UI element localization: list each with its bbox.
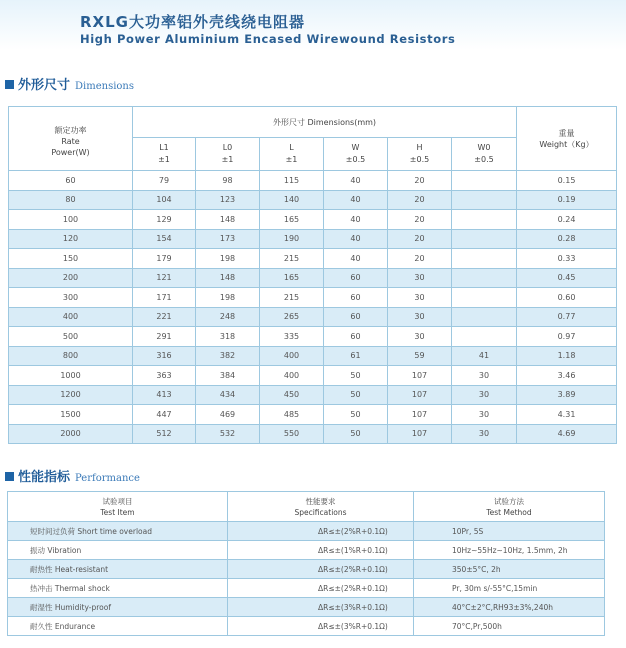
table-cell: ΔR≤±(2%R+0.1Ω) (228, 579, 414, 598)
dim-col-header (388, 138, 452, 171)
table-cell: 30 (388, 268, 452, 288)
header-banner (0, 0, 626, 50)
table-cell: 60 (324, 288, 388, 308)
table-cell: 0.19 (517, 190, 617, 210)
table-row (9, 366, 617, 386)
performance-heading-en: Performance (75, 473, 140, 484)
table-cell: 0.45 (517, 268, 617, 288)
table-cell: 335 (260, 327, 324, 347)
table-cell: 50 (324, 424, 388, 444)
table-cell: 400 (260, 366, 324, 386)
table-cell: 30 (452, 366, 517, 386)
table-cell: 300 (9, 288, 133, 308)
table-cell (452, 210, 517, 230)
table-row (9, 268, 617, 288)
table-row (9, 346, 617, 366)
dim-col-name: L (289, 143, 294, 152)
table-cell: 20 (388, 190, 452, 210)
table-cell: 115 (260, 171, 324, 191)
table-cell: 50 (324, 366, 388, 386)
test-method-header-cn: 试验方法 (494, 496, 524, 506)
dim-col-header (324, 138, 388, 171)
table-cell: 2000 (9, 424, 133, 444)
table-cell: 107 (388, 385, 452, 405)
rate-header-cn: 额定功率 (54, 126, 87, 135)
table-cell: 30 (452, 405, 517, 425)
table-cell: 121 (133, 268, 196, 288)
table-cell: 10Pr, 5S (414, 522, 605, 541)
table-cell: 248 (196, 307, 260, 327)
table-cell: 振动 Vibration (8, 541, 228, 560)
table-row (9, 424, 617, 444)
table-cell: 400 (9, 307, 133, 327)
performance-heading-cn: 性能指标 (18, 470, 71, 485)
table-cell: 80 (9, 190, 133, 210)
table-cell: 20 (388, 229, 452, 249)
table-cell: 434 (196, 385, 260, 405)
weight-header-cn: 重量 (558, 128, 575, 138)
table-cell: 198 (196, 288, 260, 308)
table-cell: 400 (260, 346, 324, 366)
table-cell (452, 288, 517, 308)
table-cell: 179 (133, 249, 196, 269)
table-cell: 173 (196, 229, 260, 249)
table-cell: 0.28 (517, 229, 617, 249)
table-cell: 3.89 (517, 385, 617, 405)
table-cell: 140 (260, 190, 324, 210)
table-cell: 190 (260, 229, 324, 249)
table-cell: 70°C,Pr,500h (414, 617, 605, 636)
dim-col-name: L1 (159, 143, 169, 152)
table-cell: 107 (388, 366, 452, 386)
rate-header-en2: Power(W) (51, 148, 90, 157)
table-cell: 148 (196, 210, 260, 230)
specifications-header-en: Specifications (294, 507, 347, 517)
table-cell: 150 (9, 249, 133, 269)
table-cell: 耐久性 Endurance (8, 617, 228, 636)
table-cell (452, 249, 517, 269)
table-cell: 0.15 (517, 171, 617, 191)
table-cell: Pr, 30m s/-55°C,15min (414, 579, 605, 598)
table-cell: 30 (452, 385, 517, 405)
table-cell: ΔR≤±(3%R+0.1Ω) (228, 598, 414, 617)
test-item-header (8, 492, 228, 522)
specifications-header (228, 492, 414, 522)
table-cell: 耐湿性 Humidity-proof (8, 598, 228, 617)
table-cell: 215 (260, 249, 324, 269)
table-cell: 107 (388, 424, 452, 444)
dim-col-header (133, 138, 196, 171)
table-cell: ΔR≤±(3%R+0.1Ω) (228, 617, 414, 636)
dim-col-tolerance: ±1 (221, 155, 234, 164)
table-cell: 1200 (9, 385, 133, 405)
table-cell: 200 (9, 268, 133, 288)
table-cell: 3.46 (517, 366, 617, 386)
table-cell: 500 (9, 327, 133, 347)
dim-col-name: L0 (222, 143, 233, 152)
table-cell: 60 (324, 327, 388, 347)
table-cell: 50 (324, 405, 388, 425)
dim-col-name: W0 (477, 143, 491, 152)
dim-col-name: W (351, 143, 360, 152)
table-cell: 532 (196, 424, 260, 444)
table-cell: 384 (196, 366, 260, 386)
table-cell: 热冲击 Thermal shock (8, 579, 228, 598)
table-cell (452, 327, 517, 347)
test-item-header-en: Test Item (100, 507, 135, 517)
weight-header-en: Weight（Kg） (539, 139, 594, 149)
dimensions-heading (5, 74, 134, 93)
table-row (9, 288, 617, 308)
table-cell: 59 (388, 346, 452, 366)
table-cell: 148 (196, 268, 260, 288)
table-cell: 短时间过负荷 Short time overload (8, 522, 228, 541)
dim-col-tolerance: ±1 (285, 155, 298, 164)
table-cell: 30 (388, 327, 452, 347)
table-cell: 0.77 (517, 307, 617, 327)
table-cell (452, 190, 517, 210)
table-cell: 1500 (9, 405, 133, 425)
table-cell (452, 171, 517, 191)
performance-heading (5, 466, 140, 485)
table-cell: 154 (133, 229, 196, 249)
test-method-header (414, 492, 605, 522)
table-cell: 50 (324, 385, 388, 405)
table-row (9, 327, 617, 347)
dim-col-tolerance: ±0.5 (474, 155, 494, 164)
table-cell: 215 (260, 288, 324, 308)
table-cell (452, 268, 517, 288)
table-cell: 79 (133, 171, 196, 191)
table-cell: 550 (260, 424, 324, 444)
table-cell: 耐热性 Heat-resistant (8, 560, 228, 579)
dim-col-header (260, 138, 324, 171)
table-cell: 107 (388, 405, 452, 425)
table-row (9, 229, 617, 249)
table-row (8, 598, 605, 617)
title-chinese: RXLG大功率铝外壳线绕电阻器 (80, 13, 305, 31)
table-cell: 165 (260, 268, 324, 288)
table-row (8, 541, 605, 560)
table-cell: 291 (133, 327, 196, 347)
table-cell: 413 (133, 385, 196, 405)
table-cell: 1000 (9, 366, 133, 386)
table-cell: 800 (9, 346, 133, 366)
table-cell: 40 (324, 229, 388, 249)
table-cell: 265 (260, 307, 324, 327)
title-english: High Power Aluminium Encased Wirewound Resistors (80, 32, 456, 46)
table-cell: 316 (133, 346, 196, 366)
table-cell: ΔR≤±(2%R+0.1Ω) (228, 522, 414, 541)
table-cell: 40 (324, 249, 388, 269)
table-cell: 363 (133, 366, 196, 386)
table-cell: 40 (324, 190, 388, 210)
table-cell (452, 307, 517, 327)
table-cell: 318 (196, 327, 260, 347)
table-cell: 165 (260, 210, 324, 230)
table-cell: 512 (133, 424, 196, 444)
dimensions-heading-cn: 外形尺寸 (18, 78, 71, 93)
table-row (8, 579, 605, 598)
table-cell: 98 (196, 171, 260, 191)
square-bullet-icon (5, 80, 14, 89)
table-cell: 0.60 (517, 288, 617, 308)
table-cell: 20 (388, 171, 452, 191)
performance-table (7, 491, 605, 636)
table-cell: 198 (196, 249, 260, 269)
dimensions-heading-en: Dimensions (75, 81, 134, 92)
table-cell: 30 (388, 307, 452, 327)
table-row (9, 405, 617, 425)
table-cell: 20 (388, 210, 452, 230)
table-cell (452, 229, 517, 249)
table-row (9, 249, 617, 269)
square-bullet-icon (5, 472, 14, 481)
table-row (9, 190, 617, 210)
table-cell: 0.24 (517, 210, 617, 230)
table-cell: ΔR≤±(1%R+0.1Ω) (228, 541, 414, 560)
table-cell: 40 (324, 171, 388, 191)
table-row (8, 560, 605, 579)
table-row (9, 210, 617, 230)
table-cell: 0.33 (517, 249, 617, 269)
dim-col-header (452, 138, 517, 171)
table-cell: 20 (388, 249, 452, 269)
table-cell: 40 (324, 210, 388, 230)
test-item-header-cn: 试验项目 (102, 496, 133, 506)
table-row (9, 385, 617, 405)
table-row (9, 307, 617, 327)
table-row (8, 617, 605, 636)
table-cell: 4.69 (517, 424, 617, 444)
rate-header-en1: Rate (61, 137, 80, 146)
table-cell: 450 (260, 385, 324, 405)
table-cell: 129 (133, 210, 196, 230)
table-cell: 120 (9, 229, 133, 249)
table-cell: 10Hz~55Hz~10Hz, 1.5mm, 2h (414, 541, 605, 560)
table-cell: 447 (133, 405, 196, 425)
table-cell: 40°C±2°C,RH93±3%,240h (414, 598, 605, 617)
table-cell: 469 (196, 405, 260, 425)
weight-header (517, 107, 617, 171)
table-cell: 1.18 (517, 346, 617, 366)
table-cell: 60 (324, 307, 388, 327)
table-cell: 60 (9, 171, 133, 191)
test-method-header-en: Test Method (486, 507, 532, 517)
table-cell: 30 (452, 424, 517, 444)
dim-col-tolerance: ±0.5 (345, 155, 366, 164)
table-cell: 41 (452, 346, 517, 366)
table-row (9, 171, 617, 191)
dimensions-group-header: 外形尺寸 Dimensions(mm) (133, 107, 517, 138)
table-cell: 171 (133, 288, 196, 308)
dim-col-tolerance: ±1 (158, 155, 170, 164)
table-cell: 221 (133, 307, 196, 327)
rate-power-header (9, 107, 133, 171)
table-cell: 350±5°C, 2h (414, 560, 605, 579)
table-cell: 100 (9, 210, 133, 230)
dimensions-table (8, 106, 617, 444)
table-cell: 61 (324, 346, 388, 366)
table-cell: 0.97 (517, 327, 617, 347)
table-cell: 382 (196, 346, 260, 366)
table-cell: 30 (388, 288, 452, 308)
table-cell: 485 (260, 405, 324, 425)
table-cell: 123 (196, 190, 260, 210)
dim-col-name: H (416, 143, 423, 152)
table-row (8, 522, 605, 541)
specifications-header-cn: 性能要求 (305, 496, 336, 506)
table-cell: 104 (133, 190, 196, 210)
dim-col-header (196, 138, 260, 171)
table-cell: ΔR≤±(2%R+0.1Ω) (228, 560, 414, 579)
dim-col-tolerance: ±0.5 (409, 155, 430, 164)
table-cell: 60 (324, 268, 388, 288)
table-cell: 4.31 (517, 405, 617, 425)
